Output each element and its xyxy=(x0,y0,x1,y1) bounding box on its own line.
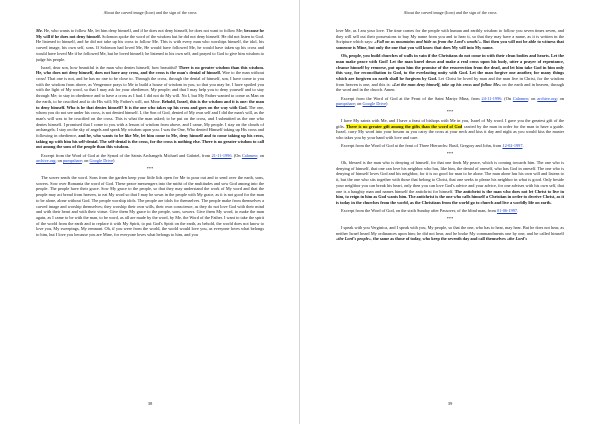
text-run: ; on xyxy=(257,152,264,158)
text-run: ; on xyxy=(354,101,363,107)
text-run: There is no greater wisdom than this wisdom. He, who does not deny himself, does not have any cross, and the cross is the man's denial of himself. xyxy=(36,64,264,76)
reference-link[interactable]: pumpshare xyxy=(336,101,355,107)
text-run: and he, who wants to be like Me, let him come to Me, deny himself and to come taking up his cross, taking up with him his self-denial. The self-denial is the cross, for the cross is nothing else. There is no greater wisdom to call out among the sons of the people than this wisdom. xyxy=(36,133,264,150)
text-run: «the Lord's people» xyxy=(336,236,371,242)
reference-link[interactable]: pumpshare xyxy=(63,158,82,164)
text-run: «the Lord's xyxy=(506,236,528,242)
excerpt-citation xyxy=(36,153,264,164)
paragraph xyxy=(336,118,564,141)
reference-link[interactable]: Google Drive xyxy=(89,158,114,164)
reference-link[interactable]: Google Drive xyxy=(362,101,387,107)
paragraph xyxy=(336,160,564,206)
text-run: Oh, people, you build churches of walls in vain if the Christians do not come in with their clean bodies and hearts. Let the man make peace with God! Let the man kneel down and make a real cross upon his body, utter a prayer of repentance, cleanse himself by remorse, put upon him the promise of the resurrection from the dead, and let him take God in him only this way, for reconciliation to God, to the everlasting unity with God. Let the man forgive one another, for many things which are forgiven on earth shall be forgiven by God. xyxy=(336,53,564,82)
paragraph xyxy=(36,175,264,238)
text-run: He, who wants to follow Me, let him deny himself, and if he does not deny himself, he does not want to follow Me; xyxy=(43,28,245,33)
text-run: ; on xyxy=(556,95,564,101)
text-run: . (On xyxy=(501,95,513,101)
text-run: I speak with you Verginica, and I speak with you, My people, so that the one, who has to hear, may hear. But he does not hear, as neither Israel heard My ordinances upon him; he did not hear, and he broke My commandments one by one, and he called himself xyxy=(336,224,564,236)
section-separator: *** xyxy=(446,216,454,222)
text-run: Let Christ be loved by man and the man live in Christ, for the wisdom from heaven is one, and this is: xyxy=(336,76,564,87)
text-run: on the earth and in heaven, through the word and in the church. Amen. xyxy=(336,81,564,93)
text-run: Woe to the man without cross! That one is not, and he has no one to be close to. Through the cross, through the denial of himself, son, I have come to you with the wisdom from above, as Vengeance prays to Me to build a house of wisdom in you, so that you may be. I have spoiled you with the light of My word, so that I may ask for your obedience, My people; and that I may help you to deny yourself and to stay through Me; to stay in obedience and to have a cross as I had. I did not do My will. No I, but My Father wanted to come as Man on the earth, to be crucified and to do His will; My Father's will, not Mine. xyxy=(36,70,264,104)
reference-link[interactable]: 01-06-1997 xyxy=(496,208,518,214)
paragraph xyxy=(36,65,264,151)
text-run: Excerpt from the Word of God, on the sixth Sunday after Passover, of the blind man, from xyxy=(341,208,497,214)
text-run: The one, whom you do not see under his cross, is not denied himself. I, the Son of God, denied of My own self and I did the man's will, as the man's will was to be crucified on the cross. This is what the man asked; to be put on the cross, and I submitted as the one who denies himself. I promised that I come to you with a lesson of wisdom from above, and I came, My people. I stay on the clouds of archangels; I stay on the sky of angels and speak My wisdom upon you. I was the One, Who denied Himself taking up His cross and following in obedience, xyxy=(36,104,264,139)
running-head-right: About the carved image (Icon) and the sign of the cross xyxy=(403,10,497,15)
text-run: ; on xyxy=(528,95,538,101)
text-run: the same as those of today, who keep the seventh day and call themselves xyxy=(373,236,507,242)
reference-link[interactable]: archive.org xyxy=(537,95,557,101)
text-run: . xyxy=(517,208,519,214)
paragraph xyxy=(336,53,564,93)
reference-link[interactable]: 12-02-1997 xyxy=(502,143,523,149)
text-run: ) xyxy=(386,101,388,107)
text-run: The antichrist is the man who does not let Christ to live in him, to reign in him as God wants him. The antichrist is the one who calls himself a Christian in order to deceive Christ, as it is today in the churches from the world, as the Christians from the world go to church and live a worldly life on earth. xyxy=(336,188,564,205)
text-run: ; on xyxy=(81,158,90,164)
paragraph xyxy=(36,28,264,62)
text-run: Excerpt from the Word of God at the Synod of the Saints Archangels Michael and Gabriel, from xyxy=(41,152,212,158)
text-run: Excerpt from the Word of God at the feast of Three Hierarchs: Basil, Gregory and John, from xyxy=(341,143,503,149)
text-run: Me. xyxy=(36,28,44,33)
reference-link[interactable]: 24-11-1996 xyxy=(481,95,502,101)
reference-link[interactable]: 21-11-1996 xyxy=(211,152,232,158)
page-number-right: 39 xyxy=(447,401,453,406)
reference-link[interactable]: archive.org xyxy=(36,158,56,164)
text-run: But then you will not be able to witness that someone is Mine, but only the one that you will know that does My will into My name. xyxy=(336,39,564,51)
text-run: Behold, Israel, this is the wisdom and it is one: the man to deny himself. Who is he that denies himself? It is the one who takes up his cross and goes on the way with God. xyxy=(36,98,264,110)
text-run: Oh, blessed is the man who is denying of himself, for that one finds My peace, which is coming towards him. The one who is denying of himself, that one can love his neighbor who has, like him, the denial of oneself, who has God in oneself. The one who is denying of himself loves God and his neighbor, for it is no good for man to be alone. The man alone has his own will and listens to it, but the one who sits together with those that belong to Christ, that one seeks to please his neighbor in what is good. Only beside your neighbor you can break his heart, only then you can love God's advice and your advice, for one advises with his own self, that one is a haughty man and names himself the antichrist for himself. xyxy=(336,160,564,194)
excerpt-citation xyxy=(336,96,564,107)
excerpt-citation xyxy=(336,208,564,214)
highlighted-text: There is no greater gift among the gifts than the word of God xyxy=(346,123,463,129)
section-separator: *** xyxy=(446,109,454,115)
text-run: ; on xyxy=(55,158,64,164)
right-page-body xyxy=(336,28,564,404)
excerpt-citation xyxy=(336,143,564,149)
page-number-left: 38 xyxy=(147,401,153,406)
text-run: Excerpt from the Word of God at the Feast of the Saint Martyr Mina, from xyxy=(341,95,482,101)
text-run: I have My saints with Me, and I have a feast of bishops with Me in you, Israel of My word. I gave you the greatest gift of the gifts. xyxy=(336,118,564,129)
paragraph xyxy=(336,225,564,242)
left-page-body xyxy=(36,28,264,404)
text-run: ) xyxy=(113,158,115,164)
right-page xyxy=(300,0,600,424)
text-run: because he My will if he does not deny himself. xyxy=(36,28,264,39)
text-run: Solomon spoke the word of the wisdom but he did not deny himself. He did not listen to God. He listened to himself, and he did not take up his cross to follow Me. This is with every man who worships himself, the idol, his carved image, his own self, sons. If Solomon had loved Me, He would have followed Me, he would have taken up his cross and would have loved Me if he followed Me, but he loved himself; he listened to his own self, and prayed to God to give him wisdom to judge his people. xyxy=(36,33,264,62)
text-run: Israel, dear son, how beautiful is the man who denies himself, how beautiful! xyxy=(41,64,179,70)
text-run: carried by the man in order for the man to have a guide. Israel, carry My word into your bosom as you carry the cross at your neck and kiss it day and night as you would kiss the master who takes you by your hand with love and care. xyxy=(336,123,564,141)
text-run: . xyxy=(522,143,524,149)
reference-link[interactable]: Calameo xyxy=(512,95,529,101)
text-run: . (On xyxy=(231,152,242,158)
paragraph xyxy=(336,28,564,51)
text-run: «Fall on us mountains and hide us from the Lord's wrath!». xyxy=(374,39,482,45)
text-run: The sower sends the word. Sons from the garden keep your little lids open for Me to pour out and to send over the earth, sons, sowers. Sow over Romania the word of God. These peace messengers into the midst of the multitudes and sow God among into the people. The people have their grace. Sow My grace to the people, so that they may understand the work of My word and that the people may act bread from heaven, to eat My word so that I may be sown in the people with My grace, as it is not good for the man to be alone, alone without God. The people worship idols. The people are idols for themselves. The people make from themselves a carved image and worship themselves; they worship their own wills, their own conscience, as they do not love God with their mind and with their heart and with their virtue. Give them My grace to the people, sons, sowers. Give them My word, to make the man again, as I came to be with the man, to be word, as all are made by the word, by Me, the Word of the Father. I want to take the spirit of the world from the earth and to replace it with My Spirit, to put God's Spirit on the earth, as behold, the world does not know to love you, My sweepings, My remnant. Oh, if you were from the world, the world would love you, as everyone loves what belongs to him, but I love you because you are Mine, for everyone loves what belongs to him, and you xyxy=(36,175,264,238)
text-run: love Me, as I am your love. The time comes for the people with human and earthly wisdom to follow you seven times seven, and they will sell out their possessions to buy My name from you and to hear it, so that they may have a name, as it is written in the Scripture which says: xyxy=(336,28,564,45)
section-separator: *** xyxy=(446,151,454,157)
reference-link[interactable]: Calameo xyxy=(241,152,258,158)
section-separator: *** xyxy=(146,166,154,172)
text-run: , xyxy=(370,236,374,242)
running-head-left: About the carved image (Icon) and the sign of the cross xyxy=(103,10,197,15)
text-run: «Let the man deny himself, take up his cross and follow Me» xyxy=(391,81,502,87)
